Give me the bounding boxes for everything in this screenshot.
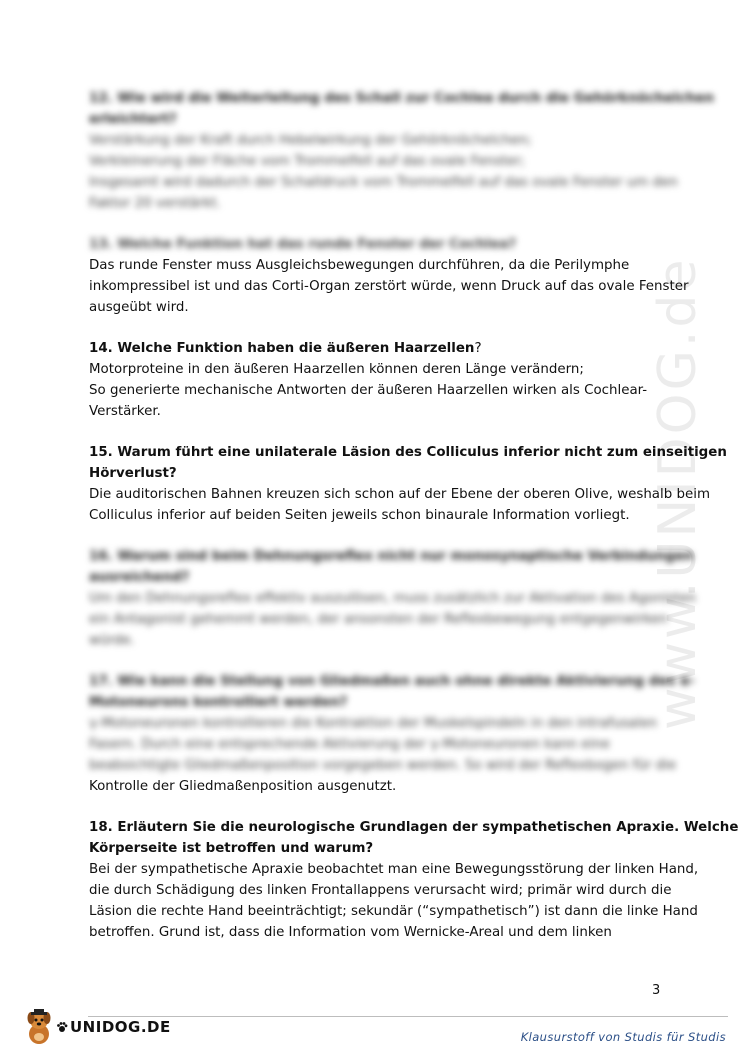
question-16-title: [89, 546, 694, 588]
answer-12: [89, 130, 678, 214]
answer-line: Colliculus inferior auf beiden Seiten jeweils schon binaurale Information vorliegt.: [89, 508, 630, 523]
question-line: erleichtert?: [89, 112, 177, 127]
dog-mascot-icon: [24, 1008, 54, 1046]
question-17-blurred-part: [89, 671, 695, 776]
question-line: Hörverlust?: [89, 466, 177, 481]
answer-18: [89, 859, 699, 943]
logo-text: UNIDOG.DE: [70, 1018, 171, 1036]
question-14-title: [89, 338, 669, 359]
answer-line: die durch Schädigung des linken Frontallappens verursacht wird; primär wird durch die: [89, 883, 672, 898]
answer-line: würde.: [89, 633, 135, 648]
answer-line: ausgeübt wird.: [89, 300, 189, 315]
question-text: 14. Welche Funktion haben die äußeren Haarzellen: [89, 341, 475, 356]
question-line: 17. Wie kann die Stellung von Gliedmaßen auch ohne direkte Aktivierung des α-: [89, 674, 695, 689]
answer-line: Verstärkung der Kraft durch Hebelwirkung der Gehörknöchelchen;: [89, 133, 532, 148]
question-12-title: [89, 88, 715, 130]
answer-line: inkompressibel ist und das Corti-Organ zerstört würde, wenn Druck auf das ovale Fenster: [89, 279, 689, 294]
answer-16: [89, 588, 696, 651]
answer-line: γ-Motoneuronen kontrollieren die Kontraktion der Muskelspindeln in den intrafusalen: [89, 716, 657, 731]
question-15-title: [89, 442, 727, 484]
answer-17-visible: [89, 776, 669, 797]
answer-line: So generierte mechanische Antworten der äußeren Haarzellen wirken als Cochlear-: [89, 383, 648, 398]
answer-line: Kontrolle der Gliedmaßenposition ausgenutzt.: [89, 779, 397, 794]
answer-line: Fasern. Durch eine entsprechende Aktivierung der γ-Motoneuronen kann eine: [89, 737, 610, 752]
answer-line: beabsichtigte Gliedmaßenposition vorgegeben werden. So wird der Reflexbogen für die: [89, 758, 677, 773]
question-block-12: [89, 88, 715, 214]
answer-line: Um den Dehnungsreflex effektiv auszulösen, muss zusätzlich zur Aktivation des Agonisten: [89, 591, 696, 606]
question-block-16: [89, 546, 696, 651]
answer-line: Verstärker.: [89, 404, 161, 419]
answer-line: Das runde Fenster muss Ausgleichsbewegungen durchführen, da die Perilymphe: [89, 258, 630, 273]
question-block-17: [89, 671, 695, 797]
question-block-15: [89, 442, 727, 526]
answer-17: [89, 713, 677, 776]
question-line: [89, 338, 669, 359]
answer-line: Insgesamt wird dadurch der Schalldruck vom Trommelfell auf das ovale Fenster um den: [89, 175, 678, 190]
answer-line: ein Antagonist gehemmt werden, der ansonsten der Reflexbewegung entgegenwirken: [89, 612, 668, 627]
question-line: 18. Erläutern Sie die neurologische Grundlagen der sympathetischen Apraxie. Welche: [89, 820, 739, 835]
answer-line: betroffen. Grund ist, dass die Information vom Wernicke-Areal und dem linken: [89, 925, 612, 940]
question-18-title: [89, 817, 739, 859]
answer-15: [89, 484, 710, 526]
question-line: 13. Welche Funktion hat das runde Fenster der Cochlea?: [89, 237, 517, 252]
question-13-title: [89, 234, 669, 255]
question-line: Motoneurons kontrolliert werden?: [89, 695, 348, 710]
question-line: 12. Wie wird die Weiterleitung des Schall zur Cochlea durch die Gehörknöchelchen: [89, 91, 715, 106]
footer-logo[interactable]: [24, 1008, 171, 1046]
question-block-13: [89, 234, 689, 318]
footer-divider: [88, 1016, 728, 1017]
footer-tagline: Klausurstoff von Studis für Studis: [520, 1030, 726, 1044]
question-line: ausreichend?: [89, 570, 190, 585]
page-number: 3: [652, 983, 661, 998]
question-line: Körperseite ist betroffen und warum?: [89, 841, 374, 856]
paw-icon: [56, 1021, 68, 1033]
answer-line: Läsion die rechte Hand beeinträchtigt; sekundär (“sympathetisch”) ist dann die linke Hand: [89, 904, 698, 919]
question-line: 16. Warum sind beim Dehnungsreflex nicht nur monosynaptische Verbindungen: [89, 549, 694, 564]
answer-14: [89, 359, 669, 422]
answer-line: Faktor 20 verstärkt.: [89, 196, 221, 211]
answer-line: Verkleinerung der Fläche vom Trommelfell auf das ovale Fenster;: [89, 154, 525, 169]
answer-line: Bei der sympathetische Apraxie beobachtet man eine Bewegungsstörung der linken Hand,: [89, 862, 699, 877]
question-17-title: [89, 671, 695, 713]
question-block-14: [89, 338, 669, 422]
question-line: 15. Warum führt eine unilaterale Läsion des Colliculus inferior nicht zum einseitigen: [89, 445, 727, 460]
question-block-18: [89, 817, 739, 943]
answer-line: Die auditorischen Bahnen kreuzen sich schon auf der Ebene der oberen Olive, weshalb beim: [89, 487, 710, 502]
answer-line: Motorproteine in den äußeren Haarzellen können deren Länge verändern;: [89, 362, 584, 377]
answer-13: [89, 255, 689, 318]
question-suffix: ?: [474, 341, 482, 356]
watermark: www.UNIDOG.de: [648, 256, 708, 730]
